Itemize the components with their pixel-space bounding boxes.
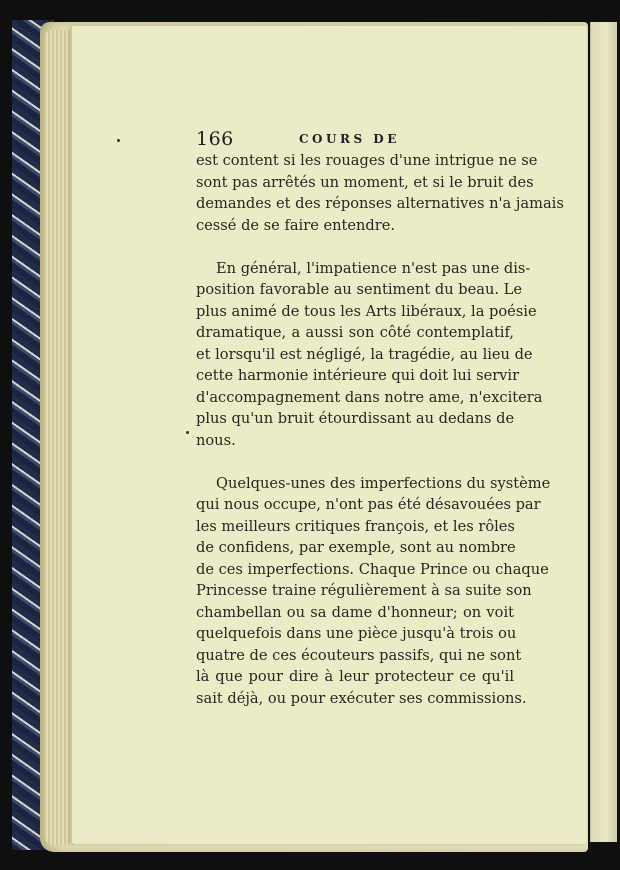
page-edges — [44, 30, 74, 845]
ink-speck — [117, 139, 120, 142]
ink-speck — [186, 431, 189, 434]
paragraph-2 — [196, 258, 543, 452]
text-line: est content si les rouages d'une intrigue ne se — [196, 152, 538, 169]
text-line: plus qu'un bruit étourdissant au dedans de — [196, 410, 515, 427]
text-line: cette harmonie intérieure qui doit lui servir — [196, 367, 520, 384]
text-line: nous. — [196, 431, 236, 449]
paragraph-1 — [196, 150, 564, 236]
text-line: plus animé de tous les Arts libéraux, la poésie — [196, 302, 537, 320]
text-line: là que pour dire à leur protecteur ce qu'il — [196, 668, 514, 685]
text-line: qui nous occupe, n'ont pas été désavouées par — [196, 496, 541, 513]
text-line: et lorsqu'il est négligé, la tragédie, au lieu de — [196, 345, 533, 363]
text-line: les meilleurs critiques françois, et les rôles — [196, 517, 515, 535]
text-line: sait déjà, ou pour exécuter ses commissions. — [196, 689, 527, 707]
text-line: de ces imperfections. Chaque Prince ou chaque — [196, 560, 549, 578]
paragraph-3 — [196, 473, 551, 710]
text-line: chambellan ou sa dame d'honneur; on voit — [196, 603, 514, 621]
text-line: quatre de ces écouteurs passifs, qui ne sont — [196, 646, 522, 664]
text-line: sont pas arrêtés un moment, et si le bruit des — [196, 173, 534, 191]
text-line: cessé de se faire entendre. — [196, 216, 395, 234]
body-text — [196, 150, 564, 709]
text-line: d'accompagnement dans notre ame, n'excitera — [196, 388, 543, 406]
text-line: position favorable au sentiment du beau. Le — [196, 281, 522, 298]
page-number: 166 — [196, 128, 234, 150]
text-line: En général, l'impatience n'est pas une dis- — [216, 259, 531, 277]
text-line: demandes et des réponses alternatives n'a jamais — [196, 195, 564, 212]
text-line: Princesse traine régulièrement à sa suite son — [196, 582, 532, 599]
text-line: dramatique, a aussi son côté contemplatif, — [196, 324, 514, 341]
running-head: COURS DE — [299, 132, 400, 146]
text-line: Quelques-unes des imperfections du système — [216, 474, 551, 492]
facing-page-edge — [590, 22, 617, 842]
text-line: quelquefois dans une pièce jusqu'à trois ou — [196, 625, 517, 642]
text-line: de confidens, par exemple, sont au nombre — [196, 539, 516, 556]
